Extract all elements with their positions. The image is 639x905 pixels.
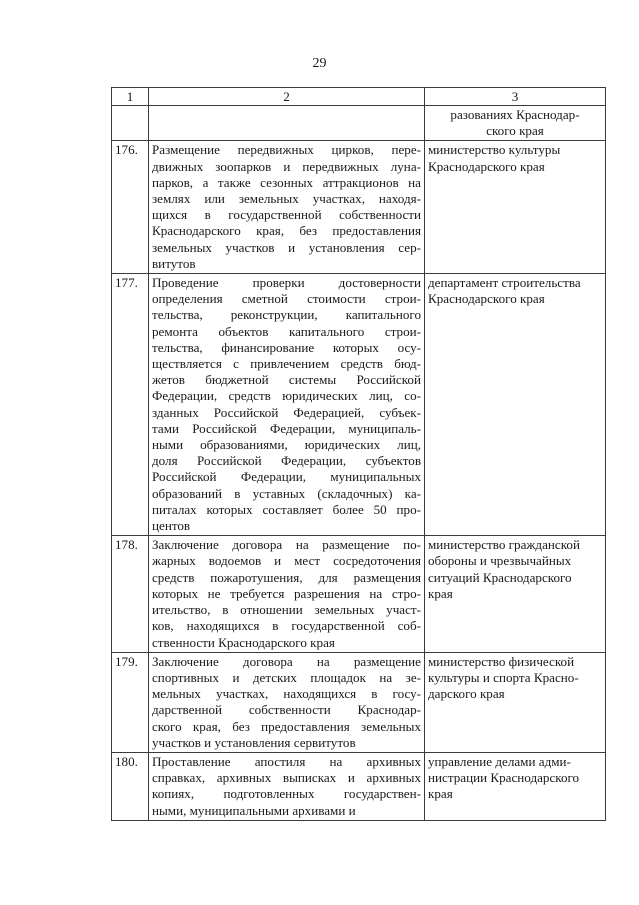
description-line: копиях, подготовленных государствен-	[152, 786, 421, 802]
description-line: землях или земельных участках, находя-	[152, 191, 421, 207]
description-line: ремонта объектов капитального строи-	[152, 323, 421, 339]
row-description	[149, 536, 425, 652]
description-line: Проведение проверки достоверности	[152, 275, 421, 291]
description-line: спортивных и детских площадок на зе-	[152, 669, 421, 685]
description-line: ственности Краснодарского края	[152, 634, 335, 650]
row-responsible-body	[425, 141, 606, 274]
description-line: жетов бюджетной системы Российской	[152, 372, 421, 388]
description-line: ными, муниципальными архивами и	[152, 802, 356, 818]
description-line: парков, а также сезонных аттракционов на	[152, 174, 421, 190]
org-line: края	[428, 585, 453, 601]
description-line: справках, архивных выписках и архивных	[152, 770, 421, 786]
services-table	[111, 87, 606, 821]
description-line: жарных водоемов и мест сосредоточения	[152, 553, 421, 569]
org-line: нистрации Краснодарского	[428, 770, 580, 786]
description-line: Федерации, средств юридических лиц, со-	[152, 388, 421, 404]
row-number: 179.	[112, 652, 149, 752]
page-number: 29	[312, 56, 327, 71]
row-number: 176.	[112, 141, 149, 274]
continuation-org-cell	[425, 106, 606, 141]
row-responsible-body	[425, 536, 606, 652]
org-line: культуры и спорта Красно-	[428, 669, 579, 685]
description-line: Размещение передвижных цирков, пере-	[152, 142, 421, 158]
description-line: ков, находящихся в государственной соб-	[152, 618, 421, 634]
description-line: движных зоопарков и передвижных луна-	[152, 158, 421, 174]
description-line: ского края, без предоставления земельных	[152, 718, 421, 734]
row-number: 177.	[112, 274, 149, 536]
description-line: питалах которых составляет более 50 про-	[152, 501, 421, 517]
description-line: центов	[152, 518, 191, 534]
org-line: Краснодарского края	[428, 158, 545, 174]
org-line: дарского края	[428, 686, 505, 702]
org-line: ского края	[486, 123, 544, 139]
row-description	[149, 141, 425, 274]
row-description	[149, 274, 425, 536]
org-line: министерство физической	[428, 653, 575, 669]
org-line: министерство гражданской	[428, 537, 580, 553]
table-row	[112, 274, 606, 536]
description-line: зданных Российской Федерацией, субъек-	[152, 404, 421, 420]
table-row	[112, 652, 606, 752]
description-line: ительство, в отношении земельных участ-	[152, 602, 421, 618]
row-number: 180.	[112, 752, 149, 820]
description-line: земельных участков и установления сер-	[152, 239, 421, 255]
org-line: департамент строительства	[428, 275, 581, 291]
description-line: средств пожаротушения, для размещения	[152, 569, 421, 585]
table-header-row	[112, 88, 606, 106]
org-line: Краснодарского края	[428, 291, 545, 307]
description-line: тами Российской Федерации, муниципаль-	[152, 420, 421, 436]
org-line: разованиях Краснодар-	[450, 107, 580, 122]
row-number: 178.	[112, 536, 149, 652]
org-line: управление делами адми-	[428, 753, 571, 769]
row-description	[149, 652, 425, 752]
continuation-desc-cell	[149, 106, 425, 141]
description-line: доля Российской Федерации, субъектов	[152, 453, 421, 469]
description-line: витутов	[152, 255, 196, 271]
org-line: министерство культуры	[428, 142, 561, 158]
row-responsible-body	[425, 274, 606, 536]
continuation-row	[112, 106, 606, 141]
description-line: участков и установления сервитутов	[152, 734, 356, 750]
description-line: образований в уставных (складочных) ка-	[152, 485, 421, 501]
description-line: ными образованиями, юридических лиц,	[152, 437, 421, 453]
row-responsible-body	[425, 652, 606, 752]
description-line: тельства, реконструкции, капитального	[152, 307, 421, 323]
description-line: ществляется с привлечением средств бюд-	[152, 356, 421, 372]
org-line: края	[428, 786, 453, 802]
table-row	[112, 536, 606, 652]
description-line: Заключение договора на размещение	[152, 653, 421, 669]
column-header-3: 3	[425, 88, 606, 106]
description-line: определения сметной стоимости строи-	[152, 291, 421, 307]
table-row	[112, 141, 606, 274]
column-header-2: 2	[149, 88, 425, 106]
continuation-num-cell	[112, 106, 149, 141]
description-line: щихся в государственной собственности	[152, 207, 421, 223]
description-line: которых не требуется разрешения на стро-	[152, 585, 421, 601]
org-line: ситуаций Краснодарского	[428, 569, 572, 585]
row-responsible-body	[425, 752, 606, 820]
row-description	[149, 752, 425, 820]
description-line: тельства, финансирование которых осу-	[152, 339, 421, 355]
description-line: дарственной собственности Краснодар-	[152, 702, 421, 718]
description-line: Заключение договора на размещение по-	[152, 537, 421, 553]
column-header-1: 1	[112, 88, 149, 106]
description-line: Проставление апостиля на архивных	[152, 753, 421, 769]
org-line: обороны и чрезвычайных	[428, 553, 572, 569]
description-line: Краснодарского края, без предоставления	[152, 223, 421, 239]
table-row	[112, 752, 606, 820]
description-line: Российской Федерации, муниципальных	[152, 469, 421, 485]
description-line: мельных участках, находящихся в госу-	[152, 686, 421, 702]
